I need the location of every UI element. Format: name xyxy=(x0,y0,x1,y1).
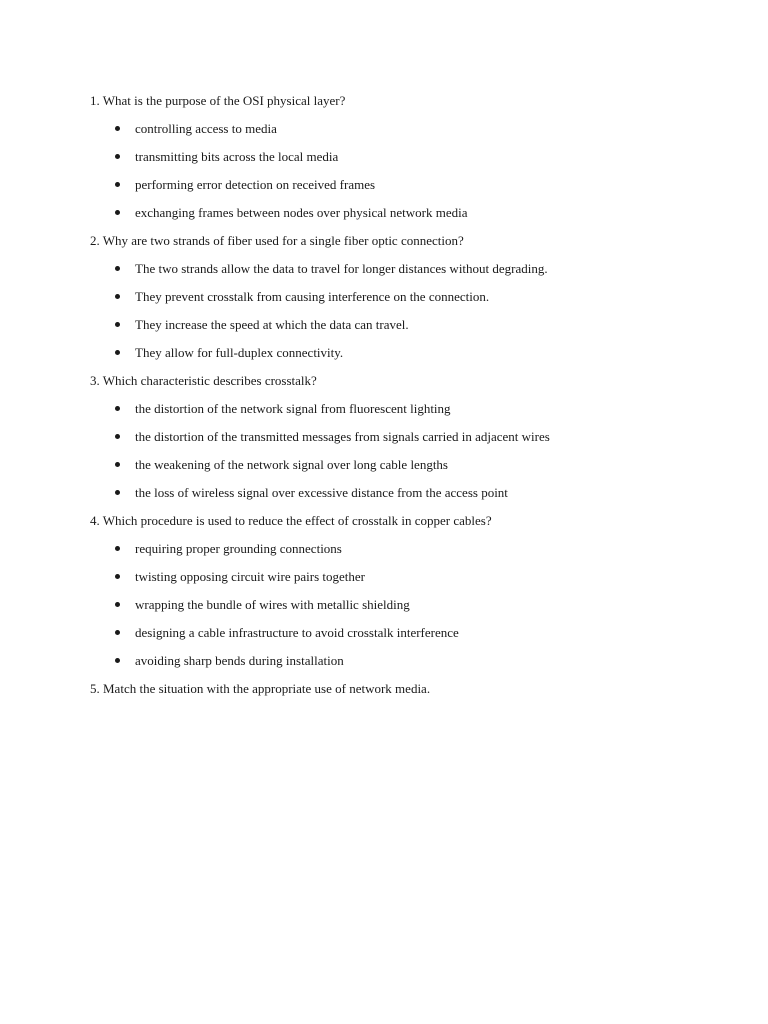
answer-option xyxy=(90,203,730,223)
quiz-content xyxy=(90,91,730,707)
answer-option xyxy=(90,455,730,475)
bullet-icon xyxy=(115,574,120,579)
bullet-icon xyxy=(115,294,120,299)
option-text: the distortion of the network signal from fluorescent lighting xyxy=(135,401,451,416)
answer-option xyxy=(90,175,730,195)
option-text: avoiding sharp bends during installation xyxy=(135,653,344,668)
answer-option xyxy=(90,119,730,139)
bullet-icon xyxy=(115,630,120,635)
option-text: controlling access to media xyxy=(135,121,277,136)
answer-option xyxy=(90,343,730,363)
answer-option xyxy=(90,483,730,503)
bullet-icon xyxy=(115,658,120,663)
answer-options xyxy=(90,259,730,363)
question-text: 1. What is the purpose of the OSI physical layer? xyxy=(90,93,346,108)
option-text: wrapping the bundle of wires with metallic shielding xyxy=(135,597,410,612)
answer-options xyxy=(90,539,730,671)
bullet-icon xyxy=(115,434,120,439)
bullet-icon xyxy=(115,154,120,159)
answer-option xyxy=(90,567,730,587)
bullet-icon xyxy=(115,406,120,411)
option-text: twisting opposing circuit wire pairs together xyxy=(135,569,365,584)
bullet-icon xyxy=(115,322,120,327)
bullet-icon xyxy=(115,602,120,607)
answer-option xyxy=(90,315,730,335)
answer-option xyxy=(90,427,730,447)
option-text: They prevent crosstalk from causing interference on the connection. xyxy=(135,289,490,304)
option-text: performing error detection on received frames xyxy=(135,177,376,192)
bullet-icon xyxy=(115,546,120,551)
question-4 xyxy=(90,511,730,671)
question-text: 3. Which characteristic describes crosstalk? xyxy=(90,373,317,388)
answer-option xyxy=(90,259,730,279)
bullet-icon xyxy=(115,462,120,467)
option-text: exchanging frames between nodes over physical network media xyxy=(135,205,468,220)
answer-option xyxy=(90,147,730,167)
question-text: 4. Which procedure is used to reduce the effect of crosstalk in copper cables? xyxy=(90,513,492,528)
bullet-icon xyxy=(115,126,120,131)
answer-option xyxy=(90,595,730,615)
answer-option xyxy=(90,399,730,419)
question-2 xyxy=(90,231,730,363)
question-text: 2. Why are two strands of fiber used for a single fiber optic connection? xyxy=(90,233,464,248)
question-3 xyxy=(90,371,730,503)
answer-option xyxy=(90,539,730,559)
answer-option xyxy=(90,623,730,643)
option-text: The two strands allow the data to travel for longer distances without degrading. xyxy=(135,261,548,276)
bullet-icon xyxy=(115,182,120,187)
option-text: the loss of wireless signal over excessive distance from the access point xyxy=(135,485,508,500)
option-text: requiring proper grounding connections xyxy=(135,541,342,556)
answer-options xyxy=(90,399,730,503)
bullet-icon xyxy=(115,210,120,215)
bullet-icon xyxy=(115,490,120,495)
question-5 xyxy=(90,679,730,699)
option-text: They allow for full-duplex connectivity. xyxy=(135,345,344,360)
option-text: designing a cable infrastructure to avoid crosstalk interference xyxy=(135,625,459,640)
bullet-icon xyxy=(115,266,120,271)
answer-option xyxy=(90,287,730,307)
answer-options xyxy=(90,119,730,223)
question-text: 5. Match the situation with the appropriate use of network media. xyxy=(90,681,431,696)
option-text: the weakening of the network signal over long cable lengths xyxy=(135,457,448,472)
option-text: transmitting bits across the local media xyxy=(135,149,339,164)
question-1 xyxy=(90,91,730,223)
bullet-icon xyxy=(115,350,120,355)
answer-option xyxy=(90,651,730,671)
option-text: the distortion of the transmitted messages from signals carried in adjacent wires xyxy=(135,429,550,444)
option-text: They increase the speed at which the data can travel. xyxy=(135,317,409,332)
